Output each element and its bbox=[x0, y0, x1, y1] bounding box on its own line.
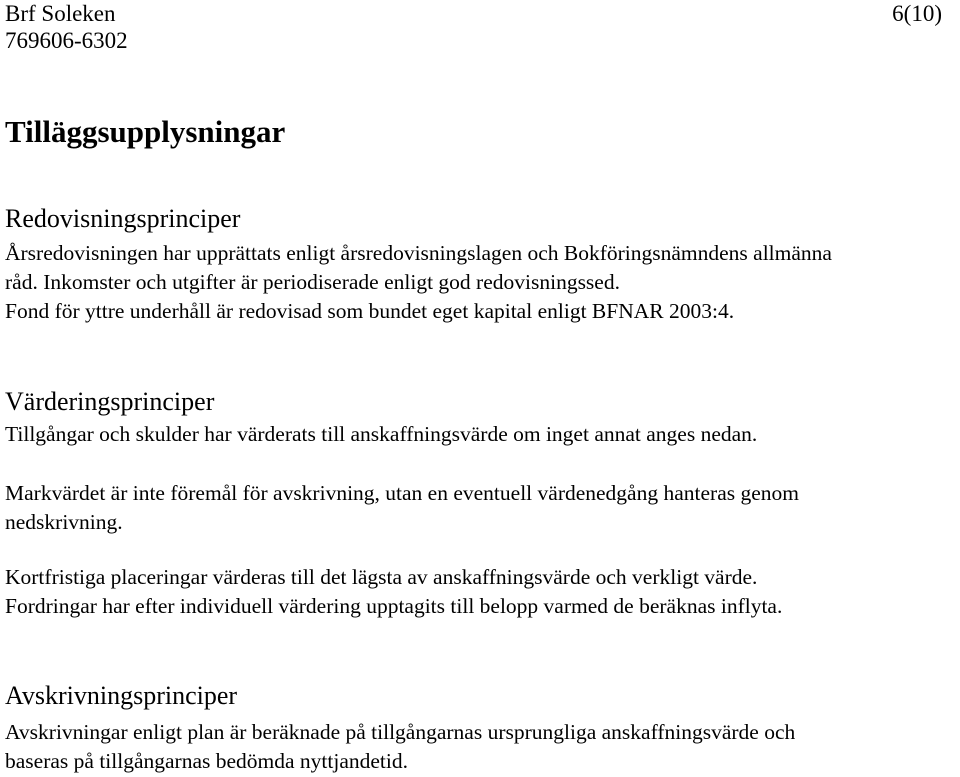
paragraph-vardering-3 bbox=[5, 563, 957, 621]
text-line: Kortfristiga placeringar värderas till det lägsta av anskaffningsvärde och verkligt värde. bbox=[5, 565, 758, 589]
page-title: Tilläggsupplysningar bbox=[5, 114, 286, 149]
paragraph-avskrivningsprinciper bbox=[5, 718, 957, 776]
section-heading-redovisningsprinciper: Redovisningsprinciper bbox=[5, 204, 241, 233]
paragraph-vardering-1 bbox=[5, 420, 957, 449]
section-heading-avskrivningsprinciper: Avskrivningsprinciper bbox=[5, 681, 238, 710]
text-line: Tillgångar och skulder har värderats till anskaffningsvärde om inget annat anges nedan. bbox=[5, 422, 758, 446]
paragraph-vardering-2 bbox=[5, 479, 957, 537]
text-line: Markvärdet är inte föremål för avskrivning, utan en eventuell värdenedgång hanteras genom bbox=[5, 481, 799, 505]
page-number: 6(10) bbox=[892, 1, 942, 26]
text-line: Fordringar har efter individuell värdering upptagits till belopp varmed de beräknas inflyta. bbox=[5, 594, 783, 618]
page-header-left bbox=[5, 0, 128, 54]
section-heading-varderingsprinciper: Värderingsprinciper bbox=[5, 387, 215, 416]
text-line: Årsredovisningen har upprättats enligt årsredovisningslagen och Bokföringsnämndens allmänna bbox=[5, 241, 832, 265]
organization-name: Brf Soleken bbox=[5, 1, 116, 26]
organization-number: 769606-6302 bbox=[5, 28, 128, 53]
text-line: nedskrivning. bbox=[5, 510, 123, 534]
text-line: råd. Inkomster och utgifter är periodiserade enligt god redovisningssed. bbox=[5, 270, 620, 294]
paragraph-redovisningsprinciper bbox=[5, 239, 957, 326]
text-line: baseras på tillgångarnas bedömda nyttjandetid. bbox=[5, 749, 408, 773]
text-line: Fond för yttre underhåll är redovisad som bundet eget kapital enligt BFNAR 2003:4. bbox=[5, 299, 735, 323]
text-line: Avskrivningar enligt plan är beräknade på tillgångarnas ursprungliga anskaffningsvärde och bbox=[5, 720, 796, 744]
